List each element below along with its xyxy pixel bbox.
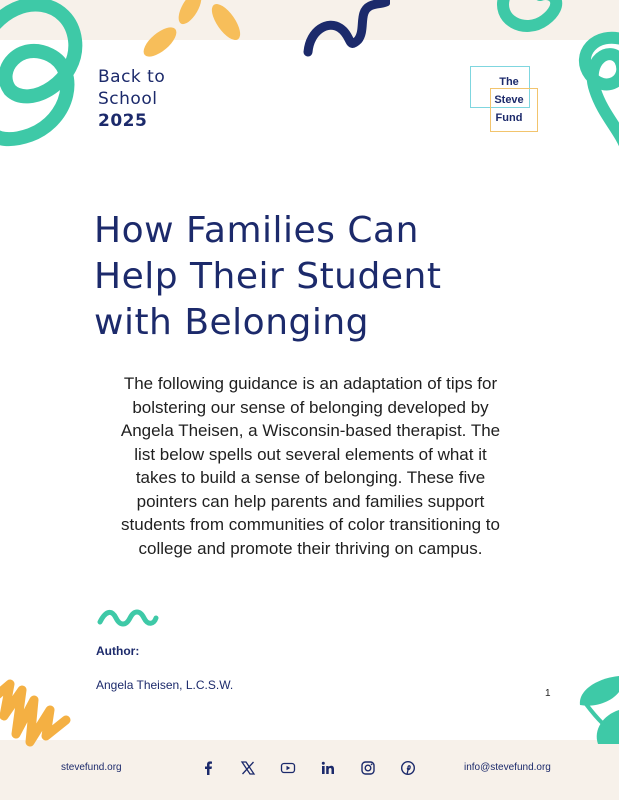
navy-squiggle-decoration xyxy=(300,0,390,70)
author-label: Author: xyxy=(96,644,140,658)
yellow-leaves-decoration xyxy=(140,0,250,60)
page-number: 1 xyxy=(545,688,551,699)
title-line-2: Help Their Student xyxy=(94,256,442,297)
steve-fund-logo xyxy=(470,66,538,132)
kicker-line-1: Back to xyxy=(98,67,166,87)
linkedin-icon[interactable] xyxy=(318,758,338,778)
author-name: Angela Theisen, L.C.S.W. xyxy=(96,678,234,692)
back-to-school-kicker xyxy=(98,66,165,132)
page-title xyxy=(94,208,514,346)
instagram-icon[interactable] xyxy=(358,758,378,778)
logo-line-3: Fund xyxy=(495,112,523,124)
x-icon[interactable] xyxy=(238,758,258,778)
intro-paragraph: The following guidance is an adaptation of tips for bolstering our sense of belonging developed by Angela Theisen, a Wisconsin-based therapist. The list below spells out several elements of what it takes to build a sense of belonging. These five pointers can help parents and families support students from communities of color transitioning to college and promote their thriving on campus. xyxy=(120,374,501,558)
logo-line-1: The xyxy=(499,76,519,88)
teal-leaf-decoration xyxy=(568,670,619,745)
kicker-year: 2025 xyxy=(98,111,148,131)
pinterest-icon[interactable] xyxy=(398,758,418,778)
teal-wave-divider xyxy=(96,608,160,628)
kicker-line-2: School xyxy=(98,89,158,109)
footer-email-link[interactable]: info@stevefund.org xyxy=(464,762,551,773)
logo-line-2: Steve xyxy=(494,94,524,106)
title-line-3: with Belonging xyxy=(94,302,370,343)
title-line-1: How Families Can xyxy=(94,210,419,251)
logo-text xyxy=(480,73,538,127)
teal-swirl-top-left-decoration xyxy=(0,0,110,150)
social-icons-row xyxy=(198,758,438,778)
footer-website-link[interactable]: stevefund.org xyxy=(61,762,122,773)
footer-bar xyxy=(0,740,619,800)
youtube-icon[interactable] xyxy=(278,758,298,778)
facebook-icon[interactable] xyxy=(198,758,218,778)
